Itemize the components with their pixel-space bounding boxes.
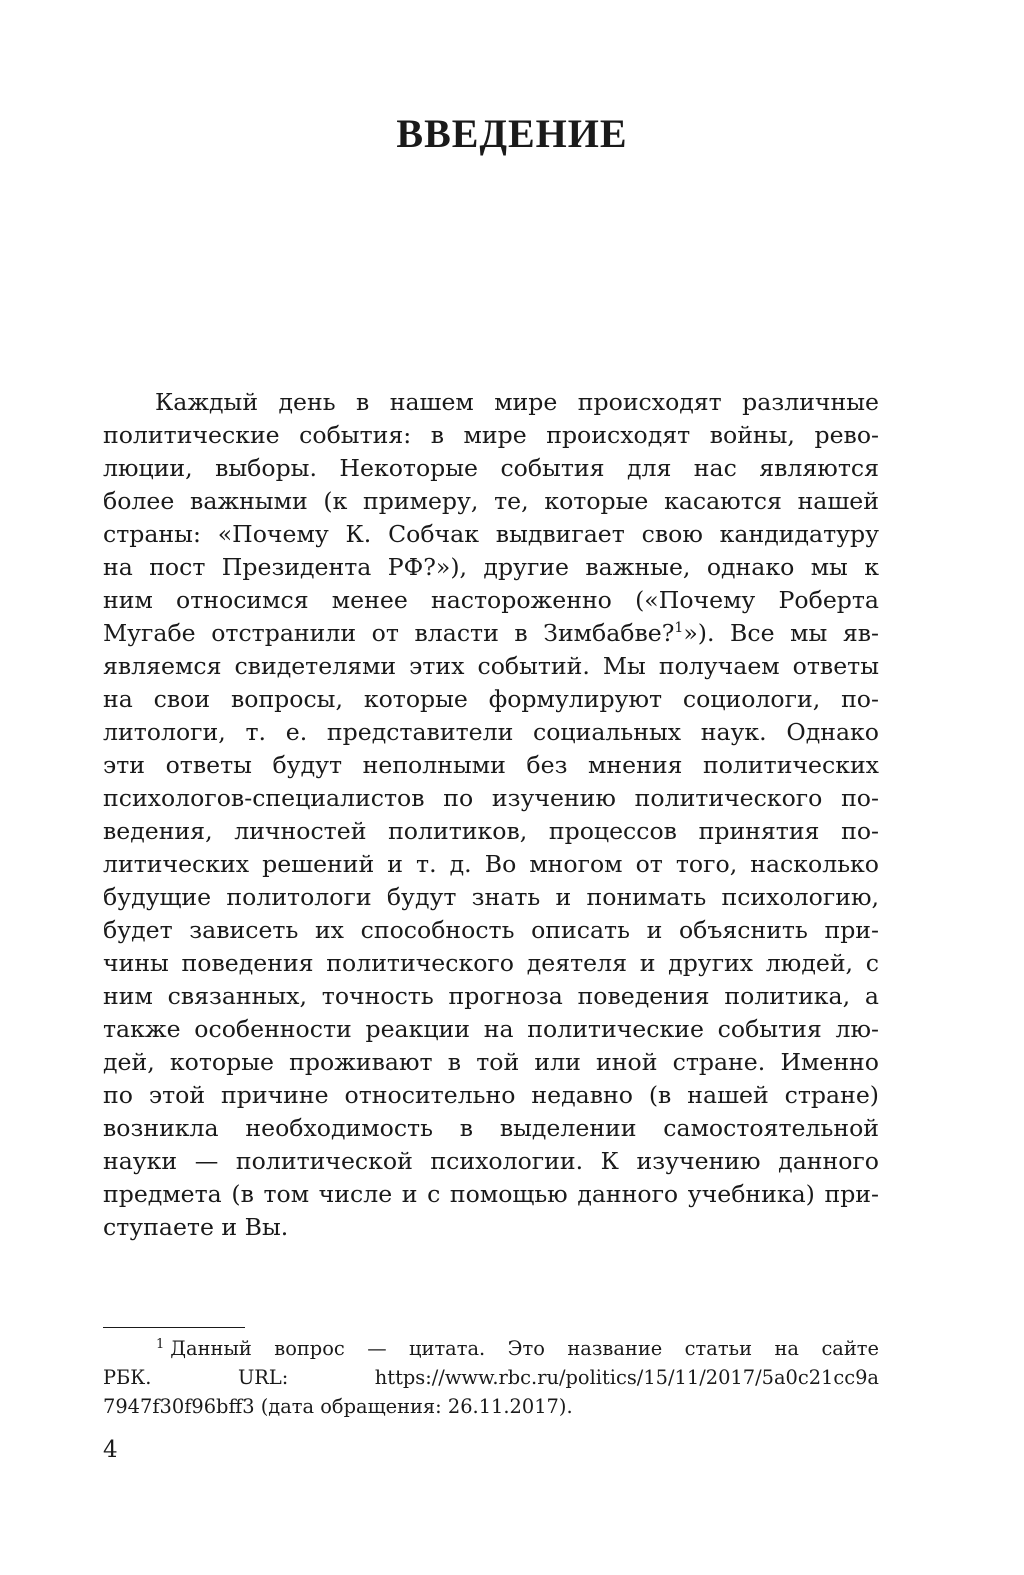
body-line: психологов-специалистов по изучению политического по- [103, 784, 879, 812]
body-line: более важными (к примеру, те, которые касаются нашей [103, 487, 879, 515]
body-line: ним относимся менее настороженно («Почему Роберта [103, 586, 879, 614]
body-line: также особенности реакции на политические события лю- [103, 1015, 879, 1043]
body-line: люции, выборы. Некоторые события для нас являются [103, 454, 879, 482]
body-line-text-continued: »). Все мы яв- [683, 619, 879, 647]
footnote-line: РБК. URL: https://www.rbc.ru/politics/15/11/2017/5a0c21cc9a [103, 1366, 879, 1389]
body-line: будущие политологи будут знать и понимать психологию, [103, 883, 879, 911]
body-line: страны: «Почему К. Собчак выдвигает свою кандидатуру [103, 520, 879, 548]
body-line: ступаете и Вы. [103, 1213, 289, 1241]
body-line: по этой причине относительно недавно (в нашей стране) [103, 1081, 879, 1109]
body-line: ним связанных, точность прогноза поведения политика, а [103, 982, 879, 1010]
body-line: Каждый день в нашем мире происходят различные [155, 388, 879, 416]
body-line: являемся свидетелями этих событий. Мы получаем ответы [103, 652, 879, 680]
footnote [103, 1334, 879, 1421]
footnote-divider [103, 1327, 245, 1328]
body-line: дей, которые проживают в той или иной стране. Именно [103, 1048, 879, 1076]
body-line: науки — политической психологии. К изучению данного [103, 1147, 879, 1175]
footnote-line [103, 1334, 879, 1363]
page-number: 4 [103, 1437, 118, 1463]
body-paragraph [103, 386, 879, 1244]
body-line-with-footnote-ref [103, 617, 879, 650]
body-line: литических решений и т. д. Во многом от того, насколько [103, 850, 879, 878]
footnote-line: 7947f30f96bff3 (дата обращения: 26.11.2017). [103, 1395, 573, 1418]
footnote-number: 1 [156, 1336, 165, 1352]
footnote-line-text: Данный вопрос — цитата. Это название статьи на сайте [170, 1337, 879, 1360]
body-line: политические события: в мире происходят войны, рево- [103, 421, 879, 449]
body-line: чины поведения политического деятеля и других людей, с [103, 949, 879, 977]
body-line: литологи, т. е. представители социальных наук. Однако [103, 718, 879, 746]
body-line-text: Мугабе отстранили от власти в Зимбабве? [103, 619, 675, 647]
chapter-heading: ВВЕДЕНИЕ [396, 111, 628, 156]
body-line: предмета (в том числе и с помощью данного учебника) при- [103, 1180, 879, 1208]
footnote-reference[interactable]: 1 [674, 620, 684, 637]
body-line: на пост Президента РФ?»), другие важные, однако мы к [103, 553, 879, 581]
body-line: на свои вопросы, которые формулируют социологи, по- [103, 685, 879, 713]
body-line: эти ответы будут неполными без мнения политических [103, 751, 879, 779]
body-line: ведения, личностей политиков, процессов принятия по- [103, 817, 879, 845]
body-line: возникла необходимость в выделении самостоятельной [103, 1114, 879, 1142]
body-line: будет зависеть их способность описать и объяснить при- [103, 916, 879, 944]
